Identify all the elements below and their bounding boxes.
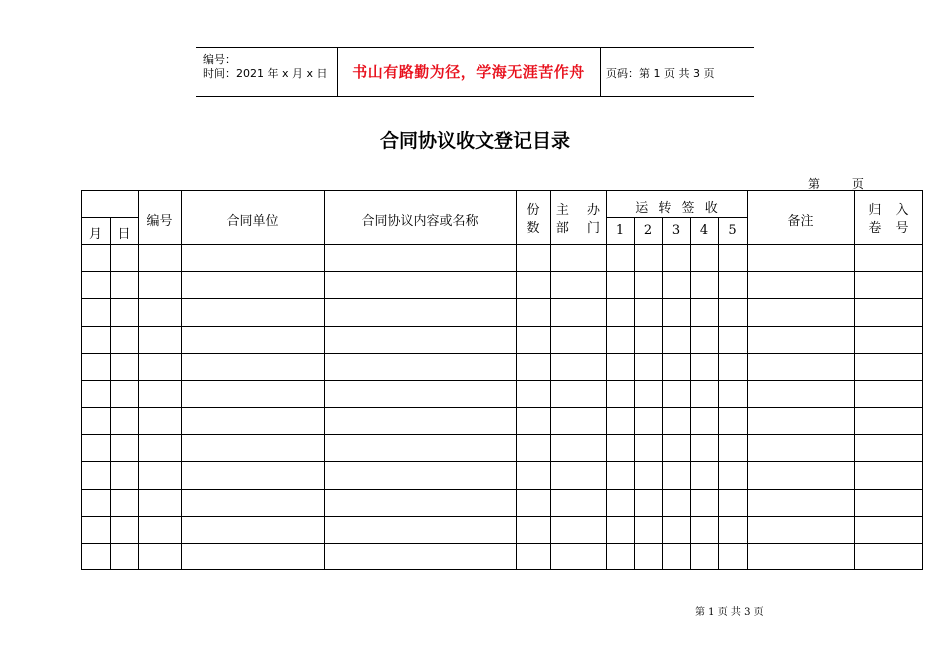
col-header-day: 日 <box>117 227 131 242</box>
dept-line-2: 部 门 <box>555 221 601 236</box>
document-time-label: 时间：2021 年 x 月 x 日 <box>203 67 328 80</box>
col-header-archive <box>854 202 923 238</box>
archive-line-2: 卷 号 <box>868 221 909 236</box>
header-meta-cell <box>196 48 338 96</box>
copies-line-2: 数 <box>526 221 540 236</box>
col-header-transfer-4: 4 <box>699 223 709 238</box>
archive-line-1: 归 入 <box>868 203 909 218</box>
col-header-unit: 合同单位 <box>226 214 279 229</box>
col-header-number: 编号 <box>146 214 173 229</box>
col-header-month: 月 <box>88 227 102 242</box>
col-header-copies <box>516 202 550 238</box>
document-number-label: 编号： <box>203 53 236 66</box>
col-header-content: 合同协议内容或名称 <box>361 214 479 229</box>
col-header-transfer-2: 2 <box>643 223 653 238</box>
col-header-remark: 备注 <box>787 214 814 229</box>
footer-page-number: 第 1 页 共 3 页 <box>695 607 764 618</box>
page-title: 合同协议收文登记目录 <box>379 130 570 152</box>
col-header-transfer: 运 转 签 收 <box>635 201 718 216</box>
page-code-label: 页码：第 1 页 共 3 页 <box>606 67 715 80</box>
dept-line-1: 主 办 <box>555 203 601 218</box>
table-gridlines <box>81 190 923 570</box>
col-header-transfer-1: 1 <box>615 223 625 238</box>
register-table <box>81 190 923 570</box>
motto-text: 书山有路勤为径，学海无涯苦作舟 <box>337 48 601 96</box>
col-header-dept <box>550 202 606 238</box>
copies-line-1: 份 <box>526 203 540 218</box>
document-header <box>196 47 754 97</box>
col-header-transfer-5: 5 <box>728 223 737 238</box>
col-header-transfer-3: 3 <box>671 223 681 238</box>
page-number-field: 第 页 <box>808 177 864 191</box>
